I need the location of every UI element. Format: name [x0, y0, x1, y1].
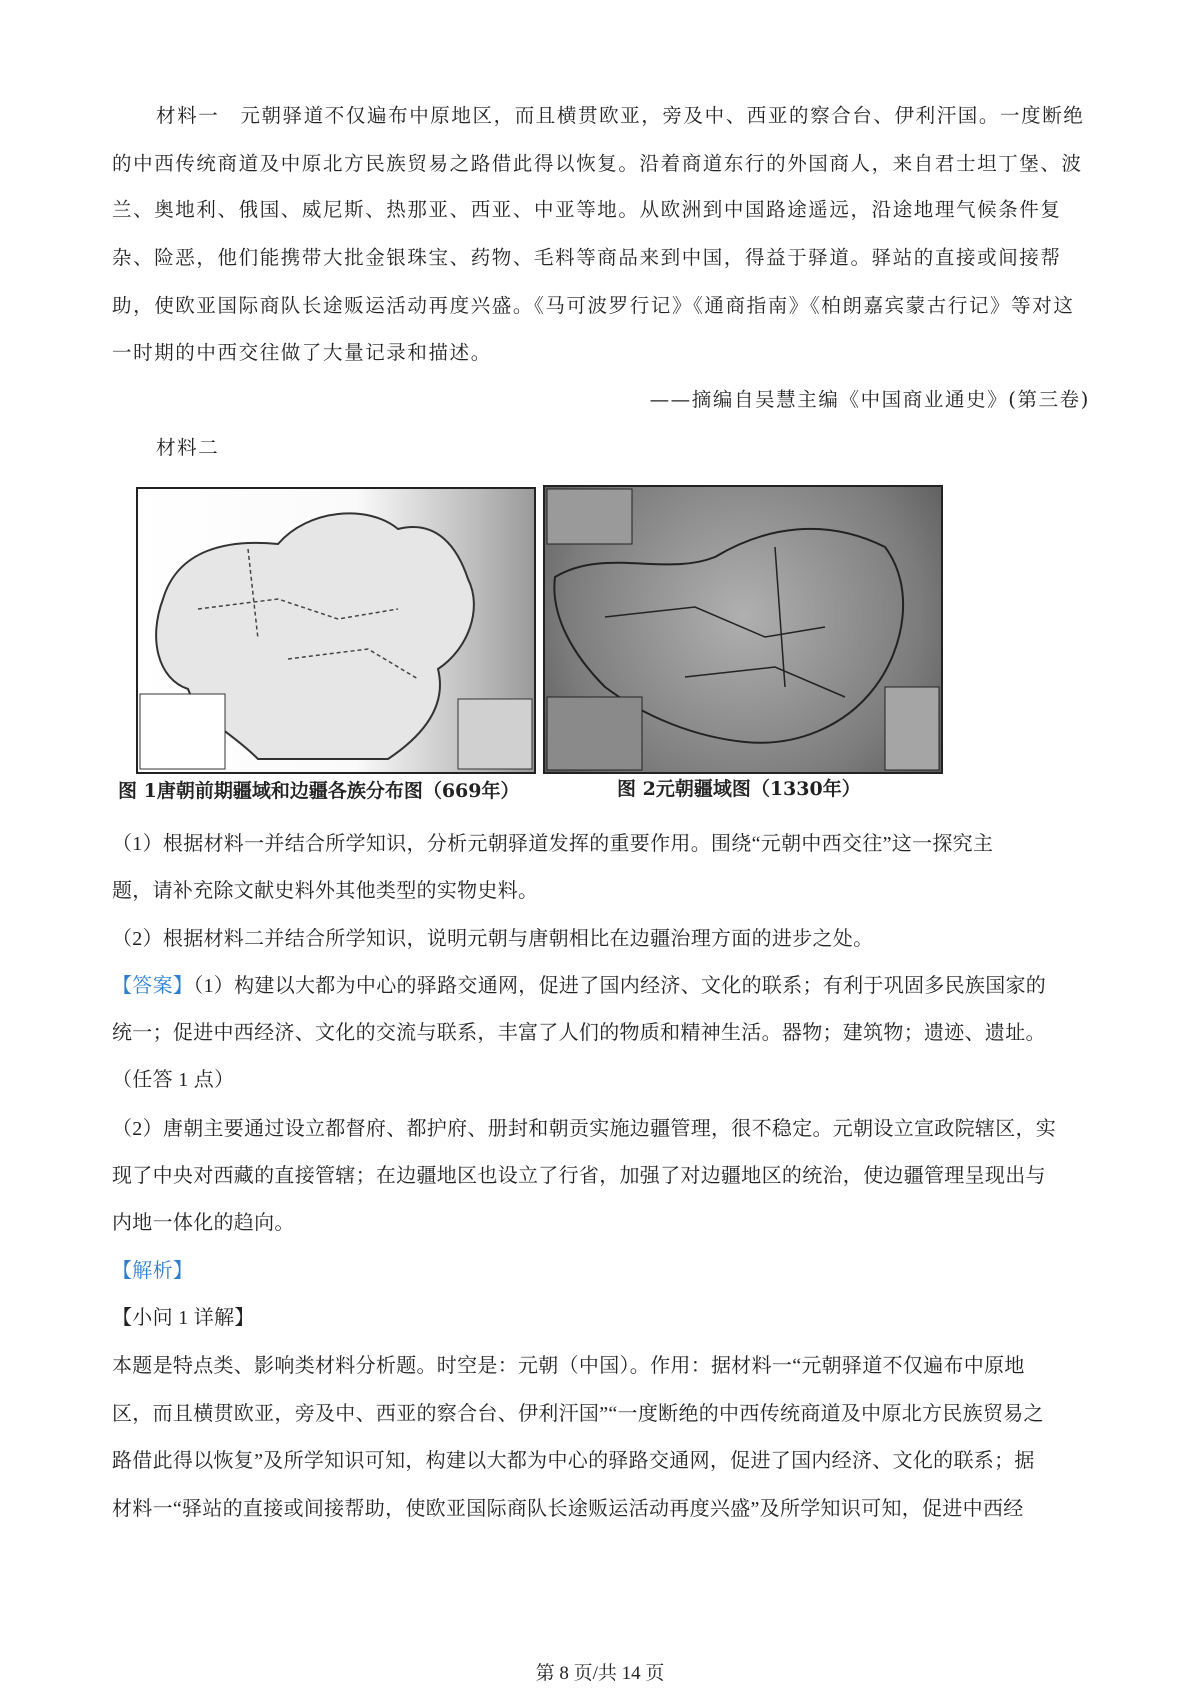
material1-line: 材料一 元朝驿道不仅遍布中原地区，而且横贯欧亚，旁及中、西亚的察合台、伊利汗国。一度断绝 — [156, 104, 1085, 127]
answer-line: 内地一体化的趋向。 — [112, 1212, 295, 1234]
tang-map-image — [136, 487, 536, 774]
answer-line: （1）构建以大都为中心的驿路交通网，促进了国内经济、文化的联系；有利于巩固多民族国家的 — [193, 975, 1047, 997]
answer-tag: 【答案】 — [112, 975, 194, 997]
analysis-tag: 【解析】 — [112, 1260, 194, 1282]
analysis-line: 区，而且横贯欧亚，旁及中、西亚的察合台、伊利汗国”“一度断绝的中西传统商道及中原北方民族贸易之 — [112, 1403, 1044, 1425]
answer-line: 现了中央对西藏的直接管辖；在边疆地区也设立了行省，加强了对边疆地区的统治，使边疆管理呈现出与 — [112, 1165, 1046, 1187]
material1-line: 兰、奥地利、俄国、威尼斯、热那亚、西亚、中亚等地。从欧洲到中国路途遥远，沿途地理气候条件复 — [112, 198, 1062, 221]
map1-caption: 图 1唐朝前期疆域和边疆各族分布图（669年） — [118, 780, 520, 802]
analysis-line: 路借此得以恢复”及所学知识可知，构建以大都为中心的驿路交通网，促进了国内经济、文化的联系；据 — [112, 1450, 1035, 1472]
material1-line: 助，使欧亚国际商队长途贩运活动再度兴盛。《马可波罗行记》《通商指南》《柏朗嘉宾蒙古行记》等对这 — [112, 294, 1075, 317]
answer-line: 统一；促进中西经济、文化的交流与联系，丰富了人们的物质和精神生活。器物；建筑物；遗迹、遗址。 — [112, 1022, 1046, 1044]
yuan-map-outline — [545, 487, 941, 772]
question-line: 题，请补充除文献史料外其他类型的实物史料。 — [112, 880, 539, 902]
yuan-map-image — [543, 485, 943, 774]
page-number: 第 8 页/共 14 页 — [535, 1663, 665, 1684]
answer-line: （任答 1 点） — [112, 1069, 235, 1091]
map2-caption: 图 2元朝疆域图（1330年） — [617, 778, 861, 800]
tang-map-outline — [138, 489, 534, 772]
analysis-subheading: 【小问 1 详解】 — [112, 1307, 255, 1329]
material1-line: 一时期的中西交往做了大量记录和描述。 — [112, 341, 492, 364]
material1-line: 的中西传统商道及中原北方民族贸易之路借此得以恢复。沿着商道东行的外国商人，来自君士坦丁堡、波 — [112, 152, 1083, 175]
answer-line: （2）唐朝主要通过设立都督府、都护府、册封和朝贡实施边疆管理，很不稳定。元朝设立宣政院辖区，实 — [112, 1118, 1057, 1140]
question-line: （2）根据材料二并结合所学知识，说明元朝与唐朝相比在边疆治理方面的进步之处。 — [112, 928, 874, 950]
material1-source: ——摘编自吴慧主编《中国商业通史》(第三卷) — [649, 388, 1090, 411]
analysis-line: 本题是特点类、影响类材料分析题。时空是：元朝（中国）。作用：据材料一“元朝驿道不仅遍布中原地 — [112, 1355, 1025, 1377]
question-line: （1）根据材料一并结合所学知识，分析元朝驿道发挥的重要作用。围绕“元朝中西交往”这一探究主 — [112, 833, 994, 855]
analysis-line: 材料一“驿站的直接或间接帮助，使欧亚国际商队长途贩运活动再度兴盛”及所学知识可知，促进中西经 — [112, 1498, 1024, 1520]
material1-line: 杂、险恶，他们能携带大批金银珠宝、药物、毛料等商品来到中国，得益于驿道。驿站的直接或间接帮 — [112, 246, 1062, 269]
material2-label: 材料二 — [156, 436, 220, 459]
